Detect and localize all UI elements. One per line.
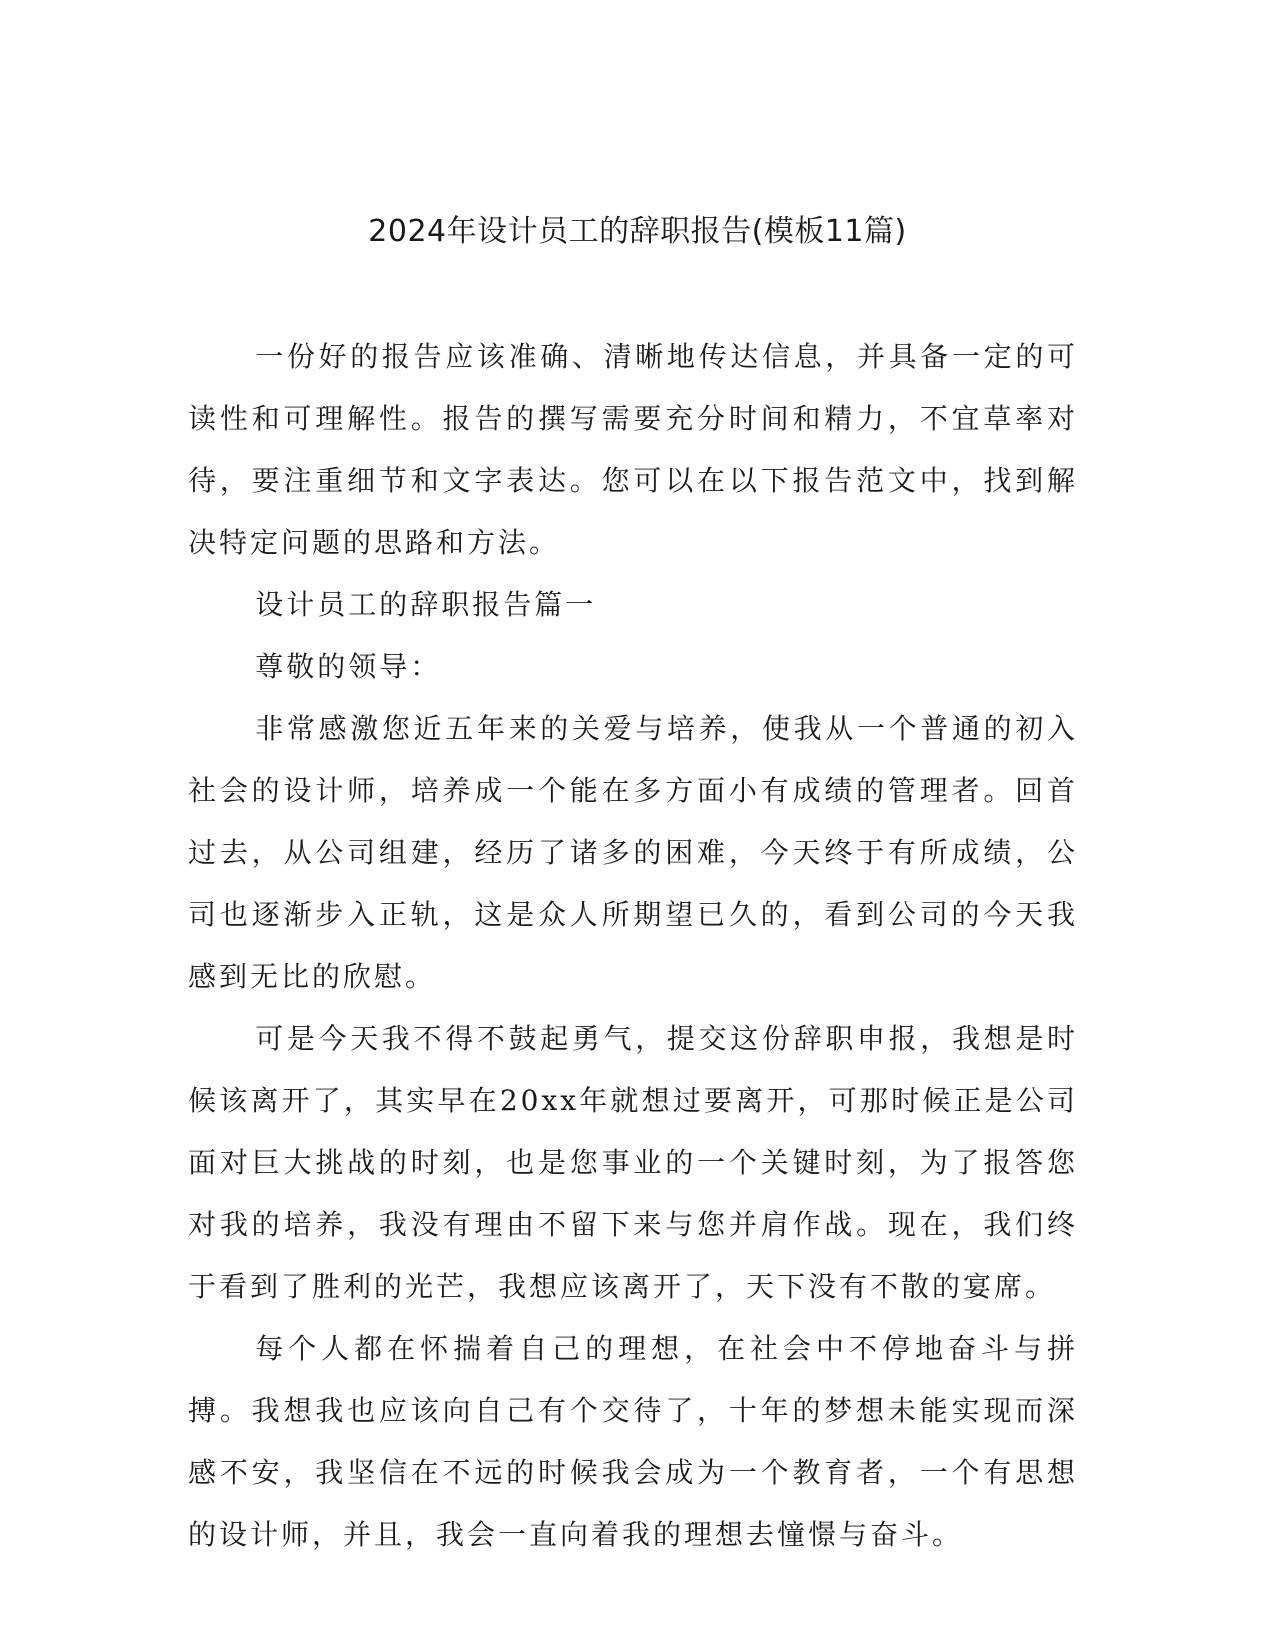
document-title: 2024年设计员工的辞职报告(模板11篇) — [368, 214, 907, 249]
body-paragraph: 非常感激您近五年来的关爱与培养，使我从一个普通的初入社会的设计师，培养成一个能在多方面小有成绩的管理者。回首过去，从公司组建，经历了诸多的困难，今天终于有所成绩，公司也逐渐步入正轨，这是众人所期望已久的，看到公司的今天我感到无比的欣慰。 — [188, 712, 1078, 993]
body-paragraph: 可是今天我不得不鼓起勇气，提交这份辞职申报，我想是时候该离开了，其实早在20xx年就想过要离开，可那时候正是公司面对巨大挑战的时刻，也是您事业的一个关键时刻，为了报答您对我的培养，我没有理由不留下来与您并肩作战。现在，我们终于看到了胜利的光芒，我想应该离开了，天下没有不散的宴席。 — [188, 1022, 1078, 1303]
salutation: 尊敬的领导： — [255, 650, 442, 683]
intro-paragraph: 一份好的报告应该准确、清晰地传达信息，并具备一定的可读性和可理解性。报告的撰写需要充分时间和精力，不宜草率对待，要注重细节和文字表达。您可以在以下报告范文中，找到解决特定问题的思路和方法。 — [188, 340, 1078, 559]
section-heading: 设计员工的辞职报告篇一 — [255, 588, 597, 621]
document-body — [188, 326, 1078, 1566]
body-paragraph: 每个人都在怀揣着自己的理想，在社会中不停地奋斗与拼搏。我想我也应该向自己有个交待了，十年的梦想未能实现而深感不安，我坚信在不远的时候我会成为一个教育者，一个有思想的设计师，并且，我会一直向着我的理想去憧憬与奋斗。 — [188, 1332, 1078, 1551]
